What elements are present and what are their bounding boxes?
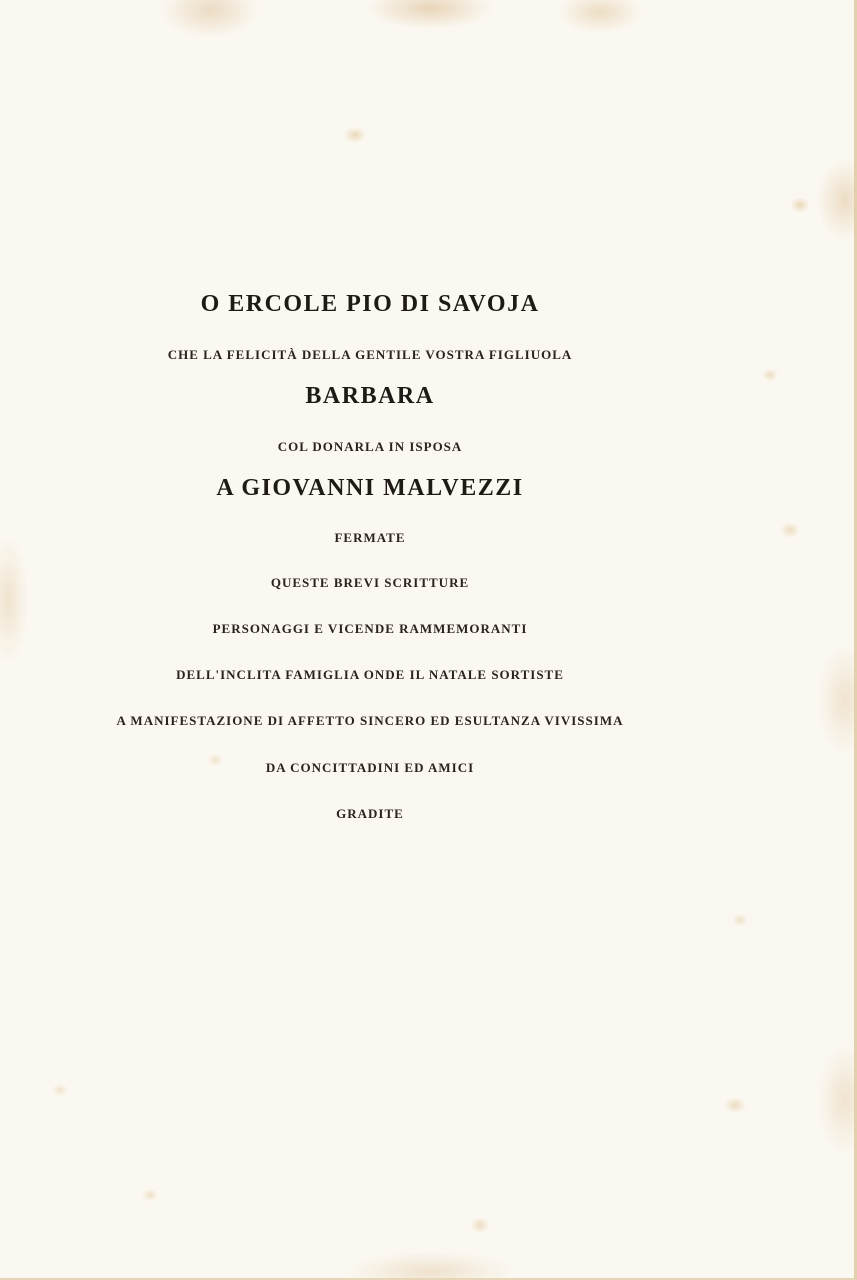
- dedication-closing: GRADITE: [336, 806, 404, 821]
- dedicatee-name: O ERCOLE PIO DI SAVOJA: [200, 291, 540, 317]
- dedication-line: PERSONAGGI E VICENDE RAMMEMORANTI: [212, 621, 528, 636]
- dedication-line: A MANIFESTAZIONE DI AFFETTO SINCERO ED ESULTANZA VIVISSIMA: [116, 713, 624, 728]
- dedication-line: DA CONCITTADINI ED AMICI: [265, 760, 475, 775]
- dedication-line: FERMATE: [334, 530, 406, 545]
- dedication-line: CHE LA FELICITÀ DELLA GENTILE VOSTRA FIGLIUOLA: [167, 347, 573, 362]
- dedication-line: COL DONARLA IN ISPOSA: [277, 439, 463, 454]
- groom-name: A GIOVANNI MALVEZZI: [216, 475, 524, 501]
- dedication-line: QUESTE BREVI SCRITTURE: [270, 575, 470, 590]
- dedication-line: DELL'INCLITA FAMIGLIA ONDE IL NATALE SORTISTE: [176, 667, 564, 682]
- bride-name: BARBARA: [305, 383, 435, 409]
